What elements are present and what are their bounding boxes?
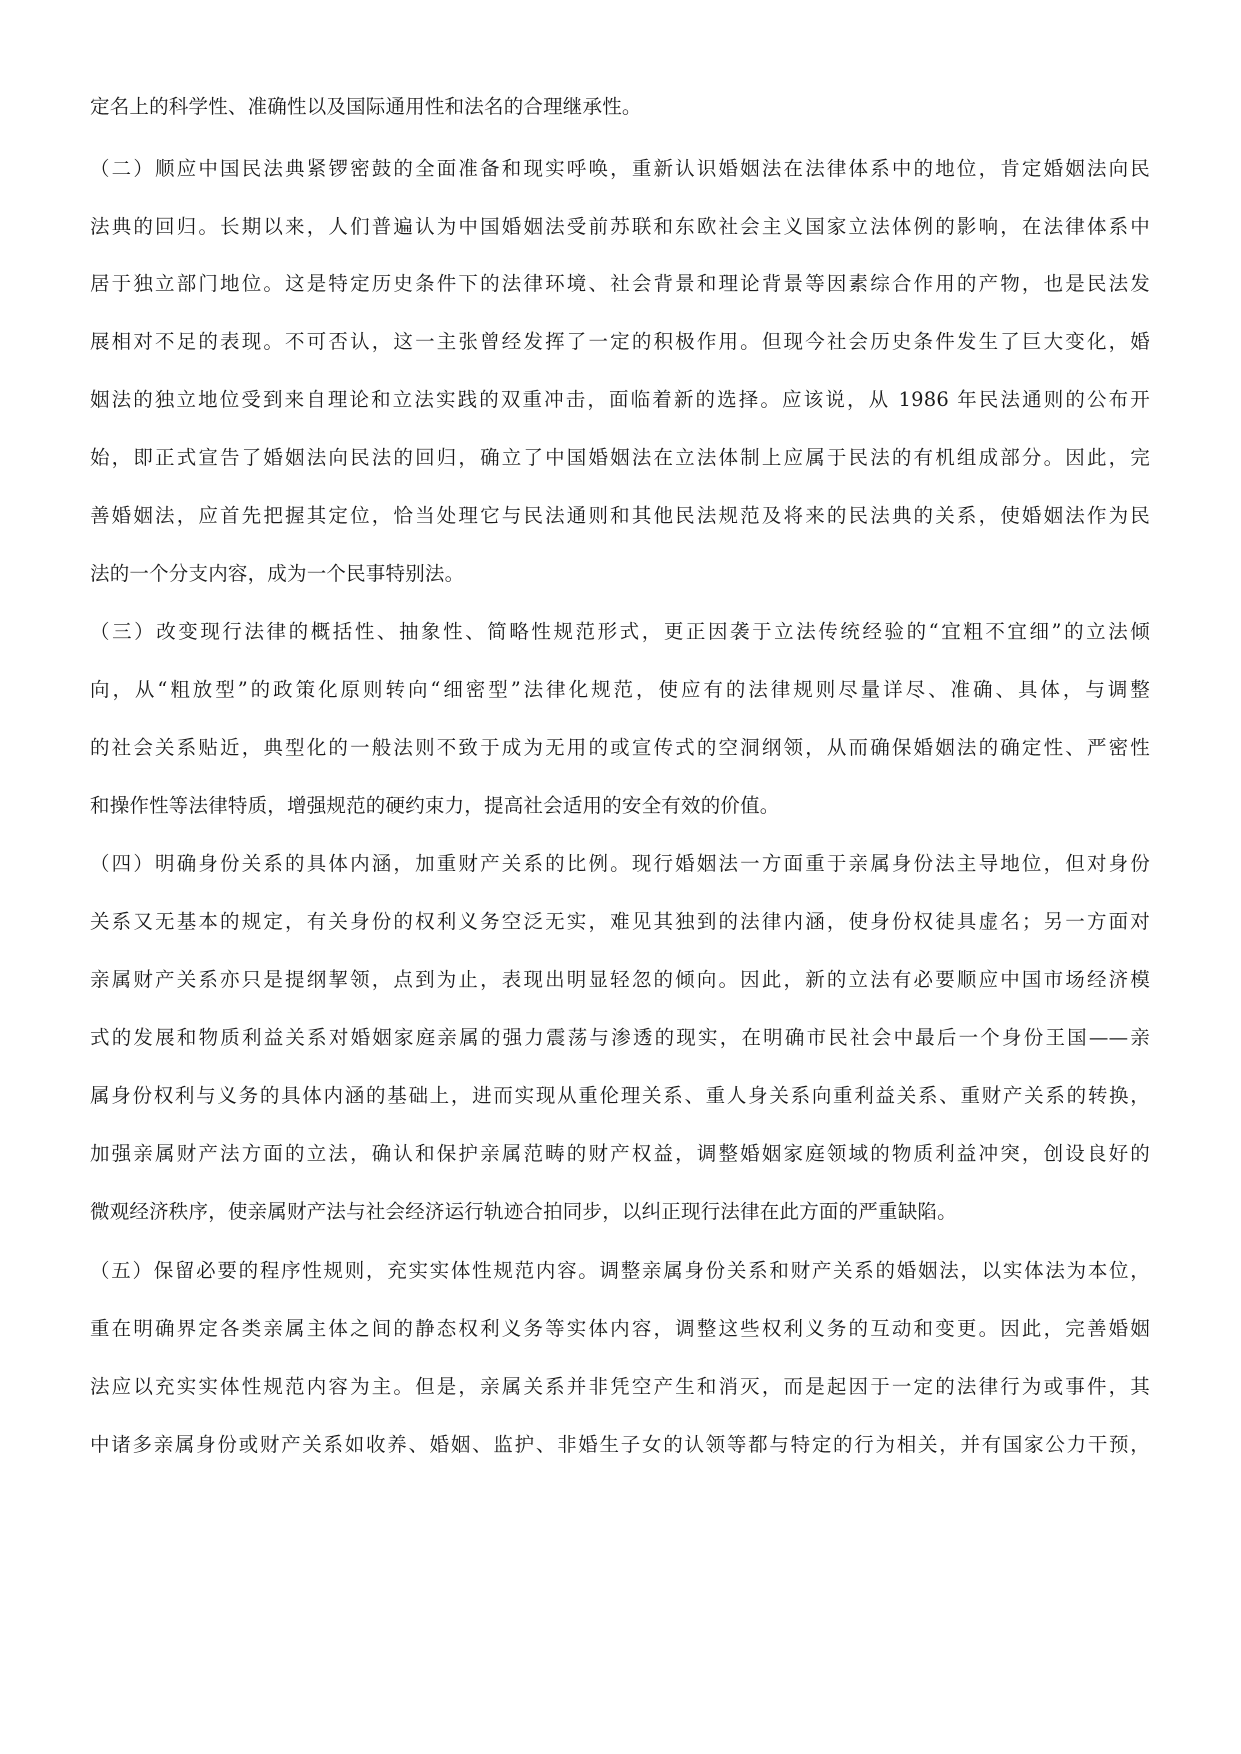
- text-line: （三）改变现行法律的概括性、抽象性、简略性规范形式，更正因袭于立法传统经验的“宜粗不宜细”的立法倾: [90, 620, 1150, 643]
- text-line: 法的一个分支内容，成为一个民事特别法。: [90, 562, 465, 585]
- text-line: 展相对不足的表现。不可否认，这一主张曾经发挥了一定的积极作用。但现今社会历史条件发生了巨大变化，婚: [90, 330, 1150, 353]
- text-line: 亲属财产关系亦只是提纲挈领，点到为止，表现出明显轻忽的倾向。因此，新的立法有必要顺应中国市场经济模: [90, 968, 1150, 991]
- text-line: 姻法的独立地位受到来自理论和立法实践的双重冲击，面临着新的选择。应该说，从 1986 年民法通则的公布开: [90, 388, 1150, 411]
- text-line: 法典的回归。长期以来，人们普遍认为中国婚姻法受前苏联和东欧社会主义国家立法体例的影响，在法律体系中: [90, 215, 1150, 238]
- text-line: 居于独立部门地位。这是特定历史条件下的法律环境、社会背景和理论背景等因素综合作用的产物，也是民法发: [90, 272, 1150, 295]
- text-line: 关系又无基本的规定，有关身份的权利义务空泛无实，难见其独到的法律内涵，使身份权徒具虚名；另一方面对: [90, 910, 1150, 933]
- text-line: 加强亲属财产法方面的立法，确认和保护亲属范畴的财产权益，调整婚姻家庭领域的物质利益冲突，创设良好的: [90, 1142, 1150, 1165]
- text-line: 属身份权利与义务的具体内涵的基础上，进而实现从重伦理关系、重人身关系向重利益关系、重财产关系的转换，: [90, 1084, 1150, 1107]
- text-line: （四）明确身份关系的具体内涵，加重财产关系的比例。现行婚姻法一方面重于亲属身份法主导地位，但对身份: [90, 852, 1150, 875]
- text-line: 善婚姻法，应首先把握其定位，恰当处理它与民法通则和其他民法规范及将来的民法典的关系，使婚姻法作为民: [90, 504, 1150, 527]
- text-line: 法应以充实实体性规范内容为主。但是，亲属关系并非凭空产生和消灭，而是起因于一定的法律行为或事件，其: [90, 1375, 1150, 1398]
- text-line: 式的发展和物质利益关系对婚姻家庭亲属的强力震荡与渗透的现实，在明确市民社会中最后一个身份王国——亲: [90, 1026, 1150, 1049]
- text-line: 向，从“粗放型”的政策化原则转向“细密型”法律化规范，使应有的法律规则尽量详尽、准确、具体，与调整: [90, 678, 1150, 701]
- text-line: 的社会关系贴近，典型化的一般法则不致于成为无用的或宣传式的空洞纲领，从而确保婚姻法的确定性、严密性: [90, 736, 1150, 759]
- text-line: 和操作性等法律特质，增强规范的硬约束力，提高社会适用的安全有效的价值。: [90, 794, 780, 817]
- text-line: 定名上的科学性、准确性以及国际通用性和法名的合理继承性。: [90, 95, 642, 118]
- text-line: （五）保留必要的程序性规则，充实实体性规范内容。调整亲属身份关系和财产关系的婚姻法，以实体法为本位，: [90, 1259, 1150, 1282]
- text-line: 微观经济秩序，使亲属财产法与社会经济运行轨迹合拍同步，以纠正现行法律在此方面的严重缺陷。: [90, 1200, 957, 1223]
- text-line: 重在明确界定各类亲属主体之间的静态权利义务等实体内容，调整这些权利义务的互动和变更。因此，完善婚姻: [90, 1317, 1150, 1340]
- text-line: （二）顺应中国民法典紧锣密鼓的全面准备和现实呼唤，重新认识婚姻法在法律体系中的地位，肯定婚姻法向民: [90, 157, 1150, 180]
- text-line: 始，即正式宣告了婚姻法向民法的回归，确立了中国婚姻法在立法体制上应属于民法的有机组成部分。因此，完: [90, 446, 1150, 469]
- text-line: 中诸多亲属身份或财产关系如收养、婚姻、监护、非婚生子女的认领等都与特定的行为相关，并有国家公力干预，: [90, 1433, 1150, 1456]
